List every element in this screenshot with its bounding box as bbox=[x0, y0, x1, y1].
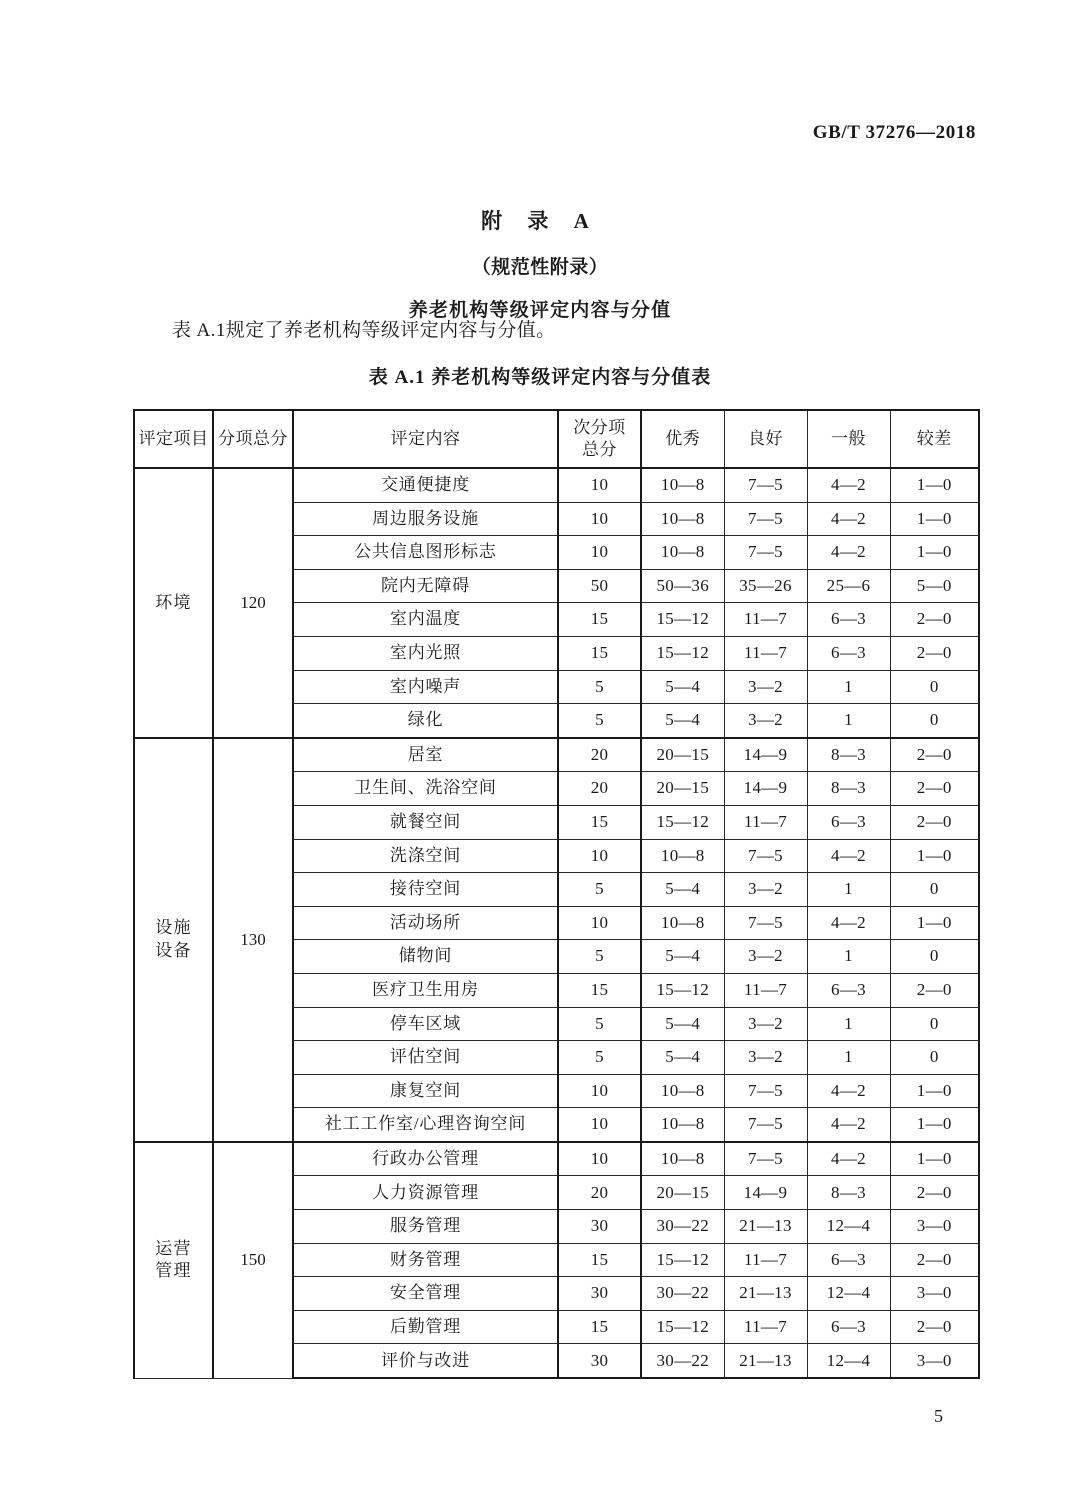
row-average: 6—3 bbox=[807, 1310, 890, 1344]
row-average: 12—4 bbox=[807, 1344, 890, 1378]
row-average: 8—3 bbox=[807, 1176, 890, 1210]
row-poor: 1—0 bbox=[890, 502, 979, 536]
row-poor: 0 bbox=[890, 1041, 979, 1075]
row-average: 8—3 bbox=[807, 772, 890, 806]
header-item: 评定项目 bbox=[134, 410, 213, 468]
evaluation-score-table bbox=[133, 409, 980, 1379]
row-points: 15 bbox=[558, 636, 641, 670]
row-poor: 2—0 bbox=[890, 1176, 979, 1210]
row-excellent: 10—8 bbox=[641, 536, 724, 570]
row-poor: 3—0 bbox=[890, 1210, 979, 1244]
header-average: 一般 bbox=[807, 410, 890, 468]
row-good: 21—13 bbox=[724, 1210, 807, 1244]
row-average: 1 bbox=[807, 670, 890, 704]
table-header bbox=[134, 410, 979, 468]
row-average: 6—3 bbox=[807, 603, 890, 637]
row-points: 5 bbox=[558, 940, 641, 974]
row-content: 室内光照 bbox=[293, 636, 558, 670]
row-excellent: 5—4 bbox=[641, 873, 724, 907]
header-sub-subtotal-line2: 总分 bbox=[582, 440, 617, 459]
row-points: 5 bbox=[558, 1041, 641, 1075]
section-name-line: 设备 bbox=[155, 940, 192, 960]
row-good: 35—26 bbox=[724, 569, 807, 603]
row-excellent: 15—12 bbox=[641, 1310, 724, 1344]
row-good: 11—7 bbox=[724, 973, 807, 1007]
row-poor: 0 bbox=[890, 670, 979, 704]
row-content: 就餐空间 bbox=[293, 805, 558, 839]
row-excellent: 15—12 bbox=[641, 805, 724, 839]
row-poor: 1—0 bbox=[890, 1074, 979, 1108]
row-good: 11—7 bbox=[724, 1243, 807, 1277]
row-average: 1 bbox=[807, 704, 890, 738]
row-points: 5 bbox=[558, 1007, 641, 1041]
annex-subject: 养老机构等级评定内容与分值 bbox=[408, 300, 672, 321]
row-content: 室内噪声 bbox=[293, 670, 558, 704]
row-excellent: 20—15 bbox=[641, 738, 724, 772]
row-good: 11—7 bbox=[724, 603, 807, 637]
row-content: 评估空间 bbox=[293, 1041, 558, 1075]
row-points: 5 bbox=[558, 704, 641, 738]
row-good: 7—5 bbox=[724, 1108, 807, 1142]
row-poor: 2—0 bbox=[890, 738, 979, 772]
row-excellent: 5—4 bbox=[641, 1041, 724, 1075]
row-points: 30 bbox=[558, 1344, 641, 1378]
row-points: 30 bbox=[558, 1277, 641, 1311]
row-points: 50 bbox=[558, 569, 641, 603]
row-excellent: 10—8 bbox=[641, 839, 724, 873]
row-average: 4—2 bbox=[807, 906, 890, 940]
section-name-line: 设施 bbox=[155, 918, 192, 938]
table-caption: 表 A.1 养老机构等级评定内容与分值表 bbox=[368, 367, 712, 388]
row-points: 20 bbox=[558, 738, 641, 772]
section-subtotal-1: 130 bbox=[213, 738, 293, 1142]
row-excellent: 20—15 bbox=[641, 1176, 724, 1210]
table-row bbox=[134, 1142, 979, 1176]
row-poor: 1—0 bbox=[890, 839, 979, 873]
row-content: 后勤管理 bbox=[293, 1310, 558, 1344]
row-content: 医疗卫生用房 bbox=[293, 973, 558, 1007]
row-good: 3—2 bbox=[724, 873, 807, 907]
row-content: 服务管理 bbox=[293, 1210, 558, 1244]
row-poor: 5—0 bbox=[890, 569, 979, 603]
row-content: 社工工作室/心理咨询空间 bbox=[293, 1108, 558, 1142]
header-subtotal: 分项总分 bbox=[213, 410, 293, 468]
row-points: 10 bbox=[558, 468, 641, 502]
header-poor: 较差 bbox=[890, 410, 979, 468]
row-good: 14—9 bbox=[724, 772, 807, 806]
row-points: 5 bbox=[558, 670, 641, 704]
row-content: 绿化 bbox=[293, 704, 558, 738]
row-excellent: 30—22 bbox=[641, 1344, 724, 1378]
row-average: 6—3 bbox=[807, 1243, 890, 1277]
row-average: 12—4 bbox=[807, 1210, 890, 1244]
row-points: 5 bbox=[558, 873, 641, 907]
row-content: 储物间 bbox=[293, 940, 558, 974]
row-excellent: 50—36 bbox=[641, 569, 724, 603]
row-excellent: 15—12 bbox=[641, 603, 724, 637]
row-excellent: 5—4 bbox=[641, 670, 724, 704]
row-good: 21—13 bbox=[724, 1344, 807, 1378]
row-poor: 3—0 bbox=[890, 1344, 979, 1378]
annex-kind: （规范性附录） bbox=[471, 257, 609, 278]
row-points: 20 bbox=[558, 772, 641, 806]
row-poor: 1—0 bbox=[890, 1108, 979, 1142]
row-content: 院内无障碍 bbox=[293, 569, 558, 603]
row-content: 居室 bbox=[293, 738, 558, 772]
row-excellent: 5—4 bbox=[641, 940, 724, 974]
row-content: 安全管理 bbox=[293, 1277, 558, 1311]
header-content: 评定内容 bbox=[293, 410, 558, 468]
row-points: 15 bbox=[558, 973, 641, 1007]
row-content: 财务管理 bbox=[293, 1243, 558, 1277]
row-content: 行政办公管理 bbox=[293, 1142, 558, 1176]
row-content: 接待空间 bbox=[293, 873, 558, 907]
row-good: 7—5 bbox=[724, 839, 807, 873]
row-excellent: 30—22 bbox=[641, 1210, 724, 1244]
standard-number-header: GB/T 37276—2018 bbox=[812, 122, 976, 143]
row-poor: 2—0 bbox=[890, 805, 979, 839]
table-row bbox=[134, 738, 979, 772]
row-content: 停车区域 bbox=[293, 1007, 558, 1041]
row-excellent: 10—8 bbox=[641, 1142, 724, 1176]
row-good: 7—5 bbox=[724, 468, 807, 502]
row-excellent: 15—12 bbox=[641, 973, 724, 1007]
section-name-line: 环境 bbox=[155, 592, 192, 612]
row-average: 4—2 bbox=[807, 839, 890, 873]
row-poor: 2—0 bbox=[890, 603, 979, 637]
section-name-2 bbox=[134, 1142, 213, 1378]
row-poor: 1—0 bbox=[890, 468, 979, 502]
section-subtotal-2: 150 bbox=[213, 1142, 293, 1378]
row-points: 10 bbox=[558, 1142, 641, 1176]
row-excellent: 5—4 bbox=[641, 1007, 724, 1041]
section-name-line: 运营 bbox=[155, 1238, 192, 1258]
header-sub-subtotal bbox=[558, 410, 641, 468]
row-average: 4—2 bbox=[807, 1074, 890, 1108]
row-good: 14—9 bbox=[724, 1176, 807, 1210]
row-average: 4—2 bbox=[807, 502, 890, 536]
row-points: 10 bbox=[558, 502, 641, 536]
section-name-1 bbox=[134, 738, 213, 1142]
row-content: 公共信息图形标志 bbox=[293, 536, 558, 570]
row-poor: 2—0 bbox=[890, 772, 979, 806]
row-excellent: 30—22 bbox=[641, 1277, 724, 1311]
row-average: 6—3 bbox=[807, 805, 890, 839]
row-points: 10 bbox=[558, 1074, 641, 1108]
header-good: 良好 bbox=[724, 410, 807, 468]
row-points: 30 bbox=[558, 1210, 641, 1244]
row-excellent: 15—12 bbox=[641, 636, 724, 670]
row-average: 25—6 bbox=[807, 569, 890, 603]
row-content: 周边服务设施 bbox=[293, 502, 558, 536]
row-poor: 2—0 bbox=[890, 1310, 979, 1344]
row-poor: 0 bbox=[890, 940, 979, 974]
row-excellent: 5—4 bbox=[641, 704, 724, 738]
row-average: 1 bbox=[807, 1041, 890, 1075]
row-good: 11—7 bbox=[724, 1310, 807, 1344]
row-excellent: 10—8 bbox=[641, 468, 724, 502]
row-poor: 0 bbox=[890, 873, 979, 907]
header-sub-subtotal-line1: 次分项 bbox=[573, 417, 626, 437]
row-excellent: 10—8 bbox=[641, 502, 724, 536]
row-excellent: 10—8 bbox=[641, 906, 724, 940]
row-good: 7—5 bbox=[724, 502, 807, 536]
row-good: 11—7 bbox=[724, 636, 807, 670]
row-good: 7—5 bbox=[724, 1142, 807, 1176]
row-content: 人力资源管理 bbox=[293, 1176, 558, 1210]
row-points: 15 bbox=[558, 603, 641, 637]
row-excellent: 15—12 bbox=[641, 1243, 724, 1277]
row-good: 3—2 bbox=[724, 1041, 807, 1075]
row-good: 3—2 bbox=[724, 704, 807, 738]
row-good: 21—13 bbox=[724, 1277, 807, 1311]
row-good: 7—5 bbox=[724, 906, 807, 940]
section-name-line: 管理 bbox=[155, 1261, 192, 1281]
intro-paragraph: 表 A.1规定了养老机构等级评定内容与分值。 bbox=[172, 320, 556, 341]
row-good: 3—2 bbox=[724, 670, 807, 704]
annex-heading-block bbox=[0, 205, 1080, 322]
row-good: 11—7 bbox=[724, 805, 807, 839]
row-excellent: 20—15 bbox=[641, 772, 724, 806]
row-content: 康复空间 bbox=[293, 1074, 558, 1108]
row-poor: 2—0 bbox=[890, 973, 979, 1007]
row-average: 4—2 bbox=[807, 1142, 890, 1176]
row-poor: 0 bbox=[890, 704, 979, 738]
table-body bbox=[134, 468, 979, 1378]
row-poor: 0 bbox=[890, 1007, 979, 1041]
annex-title: 附 录 A bbox=[481, 209, 599, 233]
row-content: 评价与改进 bbox=[293, 1344, 558, 1378]
row-content: 交通便捷度 bbox=[293, 468, 558, 502]
row-points: 15 bbox=[558, 1243, 641, 1277]
row-poor: 2—0 bbox=[890, 636, 979, 670]
row-points: 10 bbox=[558, 839, 641, 873]
row-points: 10 bbox=[558, 1108, 641, 1142]
row-good: 7—5 bbox=[724, 536, 807, 570]
row-average: 4—2 bbox=[807, 468, 890, 502]
row-points: 15 bbox=[558, 1310, 641, 1344]
row-poor: 1—0 bbox=[890, 1142, 979, 1176]
page-number: 5 bbox=[934, 1406, 943, 1426]
table-header-row bbox=[134, 410, 979, 468]
row-good: 3—2 bbox=[724, 1007, 807, 1041]
row-average: 8—3 bbox=[807, 738, 890, 772]
row-content: 卫生间、洗浴空间 bbox=[293, 772, 558, 806]
row-excellent: 10—8 bbox=[641, 1074, 724, 1108]
row-content: 活动场所 bbox=[293, 906, 558, 940]
row-excellent: 10—8 bbox=[641, 1108, 724, 1142]
row-points: 20 bbox=[558, 1176, 641, 1210]
row-average: 6—3 bbox=[807, 973, 890, 1007]
row-poor: 2—0 bbox=[890, 1243, 979, 1277]
row-good: 7—5 bbox=[724, 1074, 807, 1108]
row-average: 4—2 bbox=[807, 1108, 890, 1142]
row-average: 1 bbox=[807, 873, 890, 907]
row-average: 1 bbox=[807, 940, 890, 974]
row-good: 3—2 bbox=[724, 940, 807, 974]
row-poor: 1—0 bbox=[890, 906, 979, 940]
row-content: 室内温度 bbox=[293, 603, 558, 637]
row-points: 10 bbox=[558, 536, 641, 570]
section-subtotal-0: 120 bbox=[213, 468, 293, 738]
header-excellent: 优秀 bbox=[641, 410, 724, 468]
row-poor: 1—0 bbox=[890, 536, 979, 570]
row-points: 15 bbox=[558, 805, 641, 839]
section-name-0 bbox=[134, 468, 213, 738]
row-average: 12—4 bbox=[807, 1277, 890, 1311]
table-row bbox=[134, 468, 979, 502]
row-points: 10 bbox=[558, 906, 641, 940]
row-average: 6—3 bbox=[807, 636, 890, 670]
row-poor: 3—0 bbox=[890, 1277, 979, 1311]
row-average: 1 bbox=[807, 1007, 890, 1041]
row-content: 洗涤空间 bbox=[293, 839, 558, 873]
row-average: 4—2 bbox=[807, 536, 890, 570]
row-good: 14—9 bbox=[724, 738, 807, 772]
